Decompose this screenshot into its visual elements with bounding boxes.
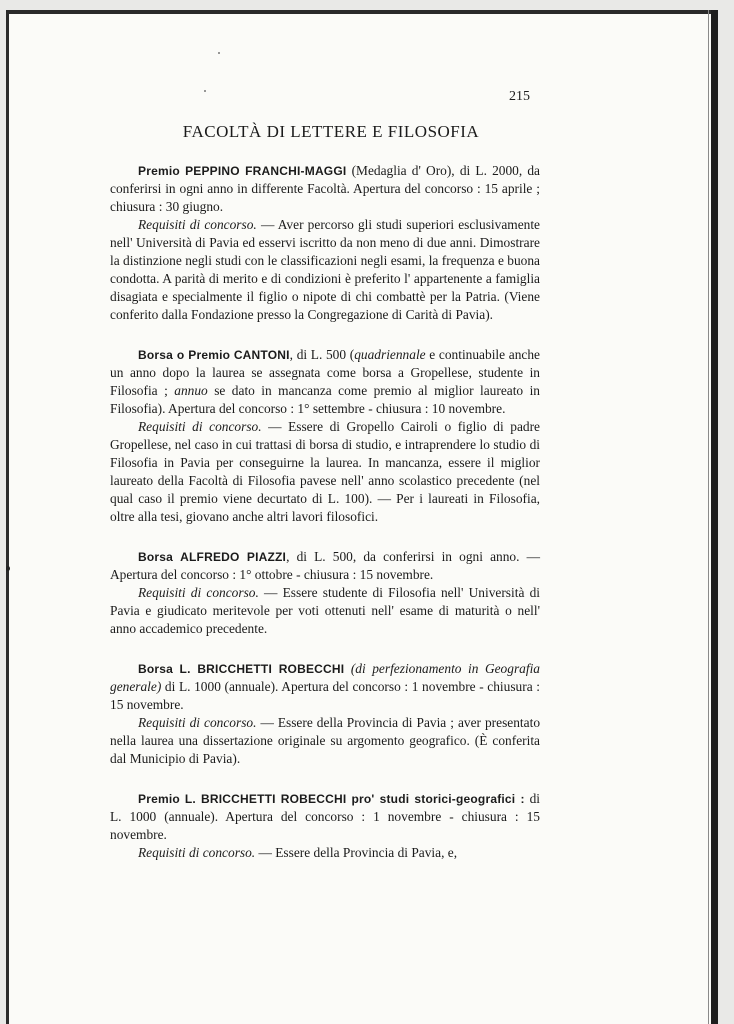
page-number: 215 (509, 89, 530, 104)
award-prefix: Borsa (138, 662, 174, 676)
scanned-page (6, 10, 718, 1024)
award-entry (110, 548, 540, 638)
requirements-text: — Essere di Gropello Cairoli o figlio di padre Gropellese, nel caso in cui trattasi di borsa di studio, e intraprendere lo studio di Filosofia in Pavia per conseguirne la laurea. In mancanza, essere il miglior laureato della Facoltà di Filosofia pavese nell' anno scolastico precedente (nel qual caso il premio viene decurtato di L. 100). — Per i laureati in Filosofia, oltre alla tesi, giovano anche altri lavori filosofici. (110, 419, 540, 524)
award-details: di L. 1000 (annuale). Apertura del concorso : 1 novembre - chiusura : 15 novembre. (110, 679, 540, 712)
award-prefix: Premio (138, 792, 180, 806)
award-name: CANTONI (233, 348, 290, 362)
requirements-text: — Essere studente di Filosofia nell' Università di Pavia e giudicato meritevole per voti ottenuti nell' esame di maturità o nell' anno accademico precedente. (110, 585, 541, 636)
award-entry (110, 346, 540, 526)
award-details: (Medaglia d' Oro), di L. 2000, da conferirsi in ogni anno in differente Facoltà. Apertura del concorso : 15 aprile ; chiusura : 30 giugno. (110, 163, 540, 214)
requirements-text: — Essere della Provincia di Pavia ; aver presentato nella laurea una dissertazione originale su argomento geografico. (È conferita dal Municipio di Pavia). (110, 715, 541, 766)
award-requirements (110, 844, 540, 862)
award-prefix: Borsa o Premio (138, 348, 231, 362)
award-heading (110, 162, 540, 216)
requirements-text: — Aver percorso gli studi superiori esclusivamente nell' Università di Pavia ed esservi iscritto da non meno di due anni. Dimostrare la distinzione negli studi con le classificazioni negli esami, la frequenza e buona condotta. A parità di merito e di condizioni è preferito l' appartenente a famiglia disagiata e specialmente il figlio o nipote di chi combattè per la Patria. (Viene conferito dalla Fondazione presso la Congregazione di Carità di Pavia). (110, 217, 540, 322)
award-name: ALFREDO PIAZZI (180, 550, 287, 564)
scan-speck (204, 90, 206, 92)
award-details-italic: annuo (174, 383, 208, 398)
award-requirements (110, 216, 540, 324)
award-name: L. BRICCHETTI ROBECCHI pro' studi storici-geografici : (184, 792, 525, 806)
award-details: , di L. 500 ( (289, 347, 355, 362)
right-binding-edge (711, 10, 718, 1024)
award-prefix: Borsa (138, 550, 174, 564)
award-details: , di L. 500, da conferirsi in ogni anno. — Apertura del concorso : 1° ottobre - chiusura : 15 novembre. (110, 549, 540, 582)
award-details: se dato in mancanza come premio al miglior laureato in Filosofia). Apertura del concorso : 1° settembre - chiusura : 10 novembre. (110, 383, 540, 416)
requirements-label: Requisiti di concorso. (138, 715, 257, 730)
award-name: L. BRICCHETTI ROBECCHI (179, 662, 345, 676)
requirements-text: — Essere della Provincia di Pavia, e, (255, 845, 458, 860)
award-details: e continuabile anche un anno dopo la laurea se assegnata come borsa a Gropellese, studente in Filosofia ; (110, 347, 540, 398)
award-requirements (110, 714, 540, 768)
award-heading (110, 548, 540, 584)
award-entry (110, 660, 540, 768)
award-heading (110, 346, 540, 418)
requirements-label: Requisiti di concorso. (138, 419, 262, 434)
award-details: di L. 1000 (annuale). Apertura del concorso : 1 novembre - chiusura : 15 novembre. (110, 791, 540, 842)
award-entry (110, 162, 540, 324)
award-heading (110, 660, 540, 714)
award-name: PEPPINO FRANCHI-MAGGI (185, 164, 347, 178)
scan-speck (6, 566, 10, 571)
section-title: FACOLTÀ DI LETTERE E FILOSOFIA (182, 122, 480, 141)
scan-speck (218, 52, 220, 54)
top-border (6, 10, 718, 14)
award-entry (110, 790, 540, 862)
award-prefix: Premio (138, 164, 180, 178)
requirements-label: Requisiti di concorso. (138, 585, 259, 600)
left-border (6, 10, 9, 1024)
page-content (110, 162, 540, 884)
award-requirements (110, 418, 540, 526)
requirements-label: Requisiti di concorso. (138, 217, 257, 232)
requirements-label: Requisiti di concorso. (138, 845, 256, 860)
right-edge-line (708, 10, 709, 1024)
award-details-italic: (di perfezionamento in Geografia generale) (110, 661, 540, 694)
award-heading (110, 790, 540, 844)
award-requirements (110, 584, 540, 638)
award-details-italic: quadriennale (354, 347, 426, 362)
